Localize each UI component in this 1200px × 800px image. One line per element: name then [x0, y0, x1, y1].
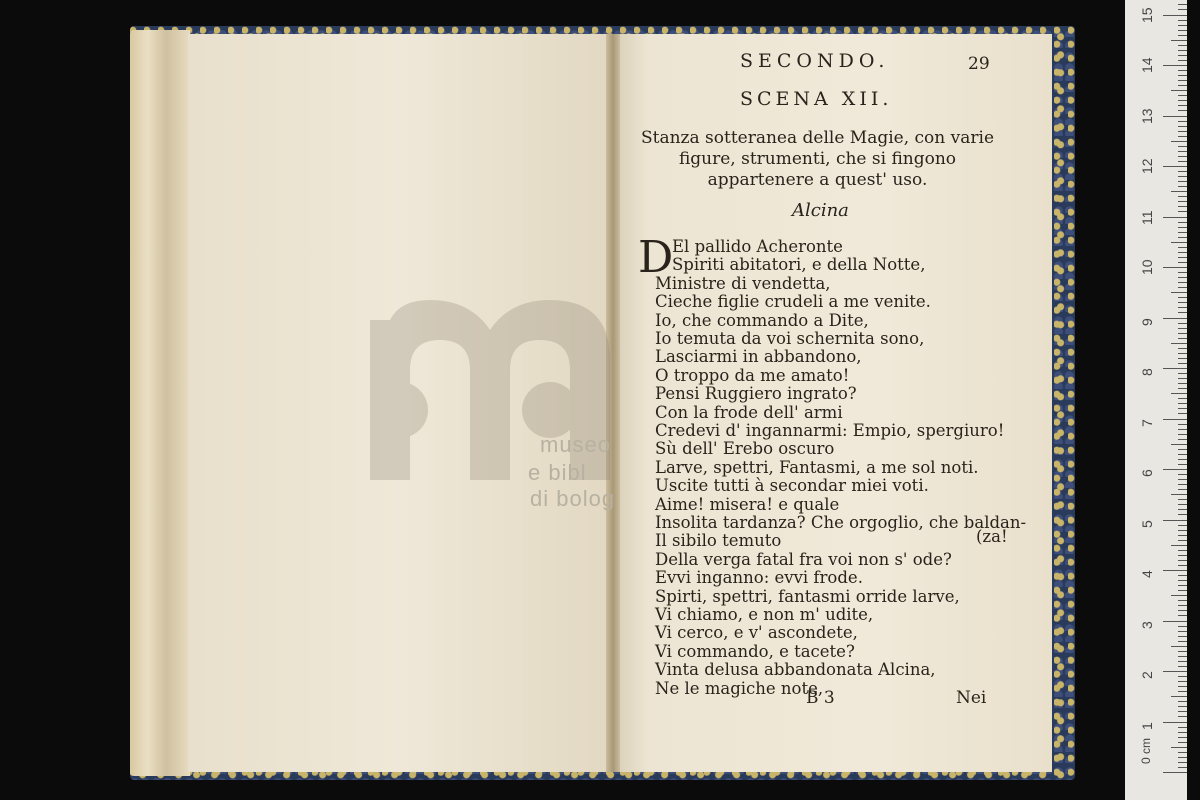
ruler-tick — [1178, 211, 1187, 212]
ruler-tick — [1178, 136, 1187, 137]
ruler-tick — [1178, 641, 1187, 642]
ruler-tick — [1171, 191, 1187, 192]
ruler-tick — [1178, 222, 1187, 223]
ruler-tick — [1171, 90, 1187, 91]
ruler-tick — [1178, 540, 1187, 541]
turnover-note: (za! — [976, 527, 1008, 546]
ruler-tick — [1178, 525, 1187, 526]
verse-line: Io temuta da voi schernita sono, — [655, 329, 925, 348]
ruler-tick — [1178, 70, 1187, 71]
ruler-tick — [1178, 25, 1187, 26]
ruler-tick — [1178, 403, 1187, 404]
ruler-tick — [1163, 166, 1187, 167]
ruler-number: 10 — [1139, 259, 1155, 275]
verse-line: Larve, spettri, Fantasmi, a me sol noti. — [655, 457, 979, 477]
ruler-tick — [1178, 181, 1187, 182]
signature-mark: B 3 — [806, 688, 835, 708]
ruler-tick — [1178, 434, 1187, 435]
ruler-tick — [1163, 65, 1187, 66]
ruler-tick — [1178, 363, 1187, 364]
verse-line: Spirti, spettri, fantasmi orride larve, — [655, 586, 960, 606]
verse-line: Vi commando, e tacete? — [655, 641, 855, 661]
ruler-tick — [1163, 15, 1187, 16]
ruler-tick — [1178, 257, 1187, 258]
ruler-tick — [1178, 706, 1187, 707]
ruler-tick — [1178, 161, 1187, 162]
ruler-tick — [1178, 757, 1187, 758]
drop-cap: D — [638, 232, 674, 283]
ruler-tick — [1163, 419, 1187, 420]
ruler-tick — [1178, 681, 1187, 682]
ruler-tick — [1178, 30, 1187, 31]
ruler-tick — [1171, 292, 1187, 293]
verse-line: Vi cerco, e v' ascondete, — [655, 623, 858, 643]
ruler-tick — [1178, 727, 1187, 728]
ruler-tick — [1178, 232, 1187, 233]
ruler-tick — [1178, 686, 1187, 687]
ruler-tick — [1178, 424, 1187, 425]
ruler-tick — [1178, 408, 1187, 409]
ruler-tick — [1178, 105, 1187, 106]
ruler-tick — [1178, 514, 1187, 515]
ruler-number: 1 — [1139, 721, 1155, 730]
ruler-tick — [1178, 80, 1187, 81]
verse-line: Il sibilo temuto — [655, 531, 782, 551]
ruler-tick — [1178, 464, 1187, 465]
ruler-tick — [1178, 636, 1187, 637]
ruler-tick — [1178, 716, 1187, 717]
verse-line: Della verga fatal fra voi non s' ode? — [655, 549, 952, 569]
ruler-tick — [1171, 40, 1187, 41]
ruler-tick — [1178, 661, 1187, 662]
ruler-tick — [1178, 126, 1187, 127]
ruler-tick — [1178, 474, 1187, 475]
page-number: 29 — [968, 54, 990, 74]
ruler-tick — [1171, 444, 1187, 445]
ruler-tick — [1163, 520, 1187, 521]
verse-line: Pensi Ruggiero ingrato? — [655, 384, 857, 404]
ruler-tick — [1163, 469, 1187, 470]
ruler-tick — [1178, 282, 1187, 283]
verse-line: Lasciarmi in abbandono, — [655, 347, 862, 367]
ruler-tick — [1178, 752, 1187, 753]
ruler-tick — [1178, 262, 1187, 263]
ruler-tick — [1178, 60, 1187, 61]
ruler-tick — [1178, 626, 1187, 627]
ruler-tick — [1178, 272, 1187, 273]
measuring-ruler — [1125, 0, 1187, 800]
ruler-tick — [1178, 237, 1187, 238]
verse-line: Io, che commando a Dite, — [655, 310, 869, 330]
ruler-tick — [1178, 333, 1187, 334]
watermark-text-3: di bolog — [530, 486, 616, 511]
ruler-number: 6 — [1139, 469, 1155, 477]
ruler-tick — [1178, 651, 1187, 652]
ruler-tick — [1178, 50, 1187, 51]
ruler-number: 5 — [1139, 519, 1155, 528]
ruler-tick — [1171, 646, 1187, 647]
ruler-tick — [1178, 590, 1187, 591]
catchword: Nei — [956, 688, 987, 708]
ruler-tick — [1178, 398, 1187, 399]
ruler-tick — [1178, 131, 1187, 132]
ruler-tick — [1178, 358, 1187, 359]
stage-direction: Stanza sotteranea delle Magie, con varie figure, strumenti, che si fingono appartenere a quest' uso. — [640, 128, 995, 190]
ruler-tick — [1178, 737, 1187, 738]
ruler-tick — [1178, 666, 1187, 667]
ruler-tick — [1163, 621, 1187, 622]
ruler-edge — [1187, 0, 1200, 800]
ruler-tick — [1178, 691, 1187, 692]
ruler-tick — [1178, 631, 1187, 632]
ruler-tick — [1178, 732, 1187, 733]
ruler-tick — [1178, 186, 1187, 187]
ruler-number: 2 — [1139, 671, 1155, 679]
ruler-tick — [1178, 535, 1187, 536]
ruler-tick — [1178, 302, 1187, 303]
verse-line: O troppo da me amato! — [655, 365, 850, 385]
ruler-tick — [1178, 307, 1187, 308]
page-edges — [130, 30, 190, 776]
ruler-tick — [1178, 9, 1187, 10]
ruler-tick — [1163, 671, 1187, 672]
ruler-tick — [1178, 287, 1187, 288]
ruler-tick — [1178, 201, 1187, 202]
ruler-tick — [1178, 353, 1187, 354]
verse-line: El pallido Acheronte — [672, 237, 843, 256]
ruler-tick — [1178, 429, 1187, 430]
ruler-tick — [1178, 413, 1187, 414]
ruler-tick — [1178, 489, 1187, 490]
ruler-tick — [1178, 328, 1187, 329]
ruler-tick — [1163, 570, 1187, 571]
verse-line: Sù dell' Erebo oscuro — [655, 439, 835, 459]
ruler-tick — [1178, 95, 1187, 96]
ruler-tick — [1178, 55, 1187, 56]
scene-title: SCENA XII. — [740, 88, 893, 110]
ruler-tick — [1178, 252, 1187, 253]
ruler-tick — [1178, 449, 1187, 450]
ruler-tick — [1178, 565, 1187, 566]
ruler-tick — [1178, 110, 1187, 111]
ruler-tick — [1171, 545, 1187, 546]
ruler-number: 11 — [1139, 209, 1155, 225]
ruler-number: 15 — [1139, 6, 1155, 23]
ruler-tick — [1178, 171, 1187, 172]
ruler-tick — [1178, 509, 1187, 510]
ruler-tick — [1178, 100, 1187, 101]
verse-line: Credevi d' ingannarmi: Empio, spergiuro! — [655, 421, 1005, 440]
character-name: Alcina — [792, 200, 849, 221]
ruler-tick — [1178, 742, 1187, 743]
ruler-tick — [1178, 656, 1187, 657]
ruler-tick — [1178, 550, 1187, 551]
ruler-tick — [1171, 242, 1187, 243]
ruler-tick — [1178, 146, 1187, 147]
ruler-tick — [1178, 530, 1187, 531]
ruler-tick — [1171, 747, 1187, 748]
ruler-tick — [1178, 555, 1187, 556]
ruler-tick — [1178, 499, 1187, 500]
verse-line: Vinta delusa abbandonata Alcina, — [655, 660, 936, 680]
ruler-tick — [1178, 35, 1187, 36]
ruler-tick — [1163, 772, 1187, 773]
ruler-tick — [1178, 459, 1187, 460]
ruler-tick — [1171, 393, 1187, 394]
ruler-tick — [1178, 701, 1187, 702]
ruler-tick — [1163, 217, 1187, 218]
ruler-number: 12 — [1139, 158, 1155, 174]
ruler-tick — [1178, 600, 1187, 601]
ruler-number: 13 — [1139, 107, 1155, 124]
museum-watermark-logo — [360, 280, 640, 520]
ruler-tick — [1178, 373, 1187, 374]
ruler-tick — [1178, 338, 1187, 339]
ruler-tick — [1178, 227, 1187, 228]
ruler-number: 14 — [1139, 57, 1155, 73]
ruler-tick — [1178, 479, 1187, 480]
ruler-tick — [1178, 560, 1187, 561]
verse-line: Ministre di vendetta, — [655, 273, 831, 293]
ruler-tick — [1178, 388, 1187, 389]
ruler-tick — [1178, 439, 1187, 440]
ruler-tick — [1178, 580, 1187, 581]
ruler-tick — [1178, 348, 1187, 349]
ruler-tick — [1171, 696, 1187, 697]
ruler-number: 4 — [1139, 570, 1155, 578]
ruler-tick — [1178, 711, 1187, 712]
ruler-tick — [1178, 247, 1187, 248]
ruler-tick — [1178, 151, 1187, 152]
verse-line: Vi chiamo, e non m' udite, — [655, 605, 874, 624]
ruler-tick — [1178, 121, 1187, 122]
ruler-tick — [1178, 85, 1187, 86]
ruler-tick — [1178, 504, 1187, 505]
running-title: SECONDO. — [740, 50, 890, 72]
ruler-tick — [1178, 610, 1187, 611]
verse-line: Con la frode dell' armi — [655, 402, 843, 422]
verse-line: Evvi inganno: evvi frode. — [655, 568, 863, 588]
ruler-tick — [1178, 297, 1187, 298]
ruler-tick — [1178, 312, 1187, 313]
ruler-tick — [1163, 318, 1187, 319]
ruler-tick — [1178, 45, 1187, 46]
ruler-tick — [1163, 267, 1187, 268]
ruler-unit: 0 cm — [1139, 737, 1153, 764]
verse-line: Ne le magiche note, — [655, 678, 824, 698]
verse-line: Insolita tardanza? Che orgoglio, che baldan- — [655, 513, 1027, 532]
verse-line: Aime! misera! e quale — [655, 494, 840, 514]
ruler-number: 8 — [1139, 368, 1155, 376]
ruler-tick — [1163, 116, 1187, 117]
ruler-tick — [1178, 383, 1187, 384]
ruler-tick — [1178, 676, 1187, 677]
ruler-tick — [1171, 494, 1187, 495]
ruler-tick — [1171, 595, 1187, 596]
verse-line: Uscite tutti à secondar miei voti. — [655, 476, 929, 496]
ruler-tick — [1178, 206, 1187, 207]
ruler-tick — [1178, 277, 1187, 278]
ruler-tick — [1178, 4, 1187, 5]
verse-line: Cieche figlie crudeli a me venite. — [655, 292, 931, 312]
ruler-tick — [1178, 585, 1187, 586]
watermark-text-2: e bibl — [528, 460, 587, 485]
ruler-tick — [1171, 141, 1187, 142]
ruler-tick — [1178, 605, 1187, 606]
ruler-tick — [1178, 484, 1187, 485]
ruler-number: 7 — [1139, 418, 1155, 427]
watermark-text-1: museo — [540, 432, 612, 457]
ruler-number: 3 — [1139, 620, 1155, 629]
ruler-tick — [1178, 196, 1187, 197]
ruler-tick — [1178, 615, 1187, 616]
ruler-tick — [1178, 75, 1187, 76]
ruler-tick — [1178, 20, 1187, 21]
ruler-tick — [1178, 454, 1187, 455]
ruler-tick — [1178, 323, 1187, 324]
ruler-tick — [1178, 176, 1187, 177]
ruler-tick — [1163, 722, 1187, 723]
ruler-tick — [1178, 378, 1187, 379]
ruler-tick — [1163, 368, 1187, 369]
ruler-tick — [1171, 343, 1187, 344]
ruler-tick — [1178, 762, 1187, 763]
verse-line: Spiriti abitatori, e della Notte, — [672, 255, 926, 275]
ruler-tick — [1178, 156, 1187, 157]
ruler-number: 9 — [1139, 317, 1155, 326]
ruler-tick — [1178, 767, 1187, 768]
ruler-tick — [1178, 575, 1187, 576]
